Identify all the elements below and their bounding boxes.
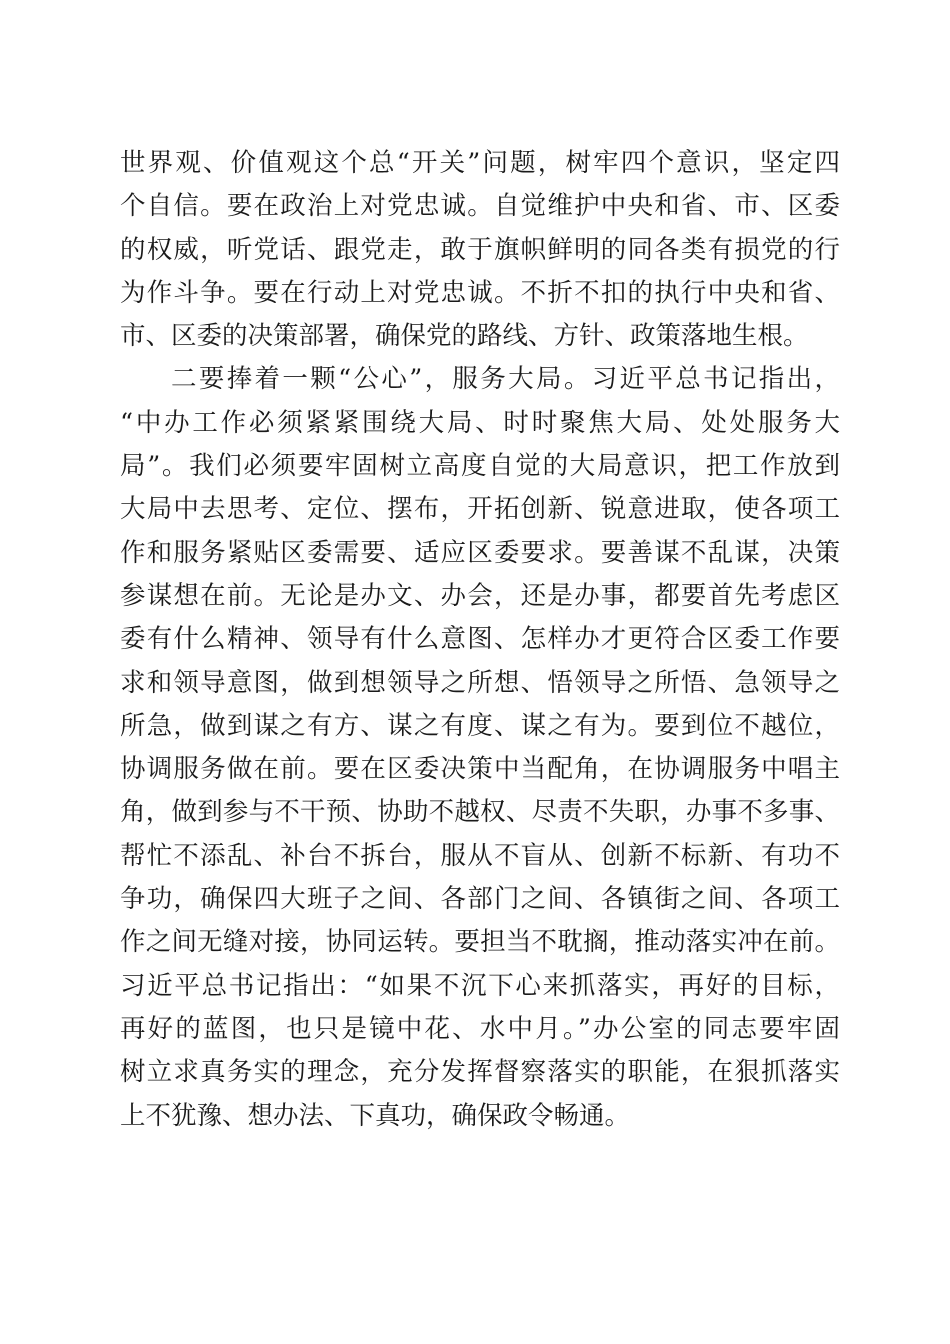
paragraph-2 bbox=[120, 358, 840, 1137]
text-line: 习近平总书记指出：“如果不沉下心来抓落实，再好的目标， bbox=[120, 970, 840, 1001]
text-line: 树立求真务实的理念，充分发挥督察落实的职能，在狠抓落实 bbox=[120, 1057, 840, 1088]
text-line: 市、区委的决策部署，确保党的路线、方针、政策落地生根。 bbox=[120, 321, 809, 352]
text-line: 再好的蓝图，也只是镜中花、水中月。”办公室的同志要牢固 bbox=[120, 1013, 840, 1044]
text-line: 世界观、价值观这个总“开关”问题，树牢四个意识，坚定四 bbox=[120, 148, 840, 178]
text-line: 大局中去思考、定位、摆布，开拓创新、锐意进取，使各项工 bbox=[120, 494, 840, 525]
document-body bbox=[120, 142, 840, 1138]
paragraph-1 bbox=[120, 142, 840, 358]
text-line: “中办工作必须紧紧围绕大局、时时聚焦大局、处处服务大 bbox=[120, 407, 840, 438]
text-line: 为作斗争。要在行动上对党忠诚。不折不扣的执行中央和省、 bbox=[120, 277, 840, 308]
text-line: 参谋想在前。无论是办文、办会，还是办事，都要首先考虑区 bbox=[120, 580, 840, 611]
text-line: 求和领导意图，做到想领导之所想、悟领导之所悟、急领导之 bbox=[120, 667, 840, 698]
text-line: 委有什么精神、领导有什么意图、怎样办才更符合区委工作要 bbox=[120, 624, 840, 655]
text-line: 所急，做到谋之有方、谋之有度、谋之有为。要到位不越位， bbox=[120, 710, 840, 741]
text-line: 二要捧着一颗“公心”，服务大局。习近平总书记指出， bbox=[171, 364, 840, 395]
text-line: 个自信。要在政治上对党忠诚。自觉维护中央和省、市、区委 bbox=[120, 191, 840, 222]
text-line: 争功，确保四大班子之间、各部门之间、各镇街之间、各项工 bbox=[120, 884, 840, 915]
text-line: 帮忙不添乱、补台不拆台，服从不盲从、创新不标新、有功不 bbox=[120, 840, 840, 871]
text-line: 上不犹豫、想办法、下真功，确保政令畅通。 bbox=[120, 1100, 631, 1131]
text-line: 的权威，听党话、跟党走，敢于旗帜鲜明的同各类有损党的行 bbox=[120, 234, 840, 265]
text-line: 作之间无缝对接，协同运转。要担当不耽搁，推动落实冲在前。 bbox=[120, 927, 840, 958]
text-line: 协调服务做在前。要在区委决策中当配角，在协调服务中唱主 bbox=[120, 754, 840, 785]
text-line: 局”。我们必须要牢固树立高度自觉的大局意识，把工作放到 bbox=[120, 451, 840, 482]
text-line: 作和服务紧贴区委需要、适应区委要求。要善谋不乱谋，决策 bbox=[120, 537, 840, 568]
text-line: 角，做到参与不干预、协助不越权、尽责不失职，办事不多事、 bbox=[120, 797, 840, 828]
